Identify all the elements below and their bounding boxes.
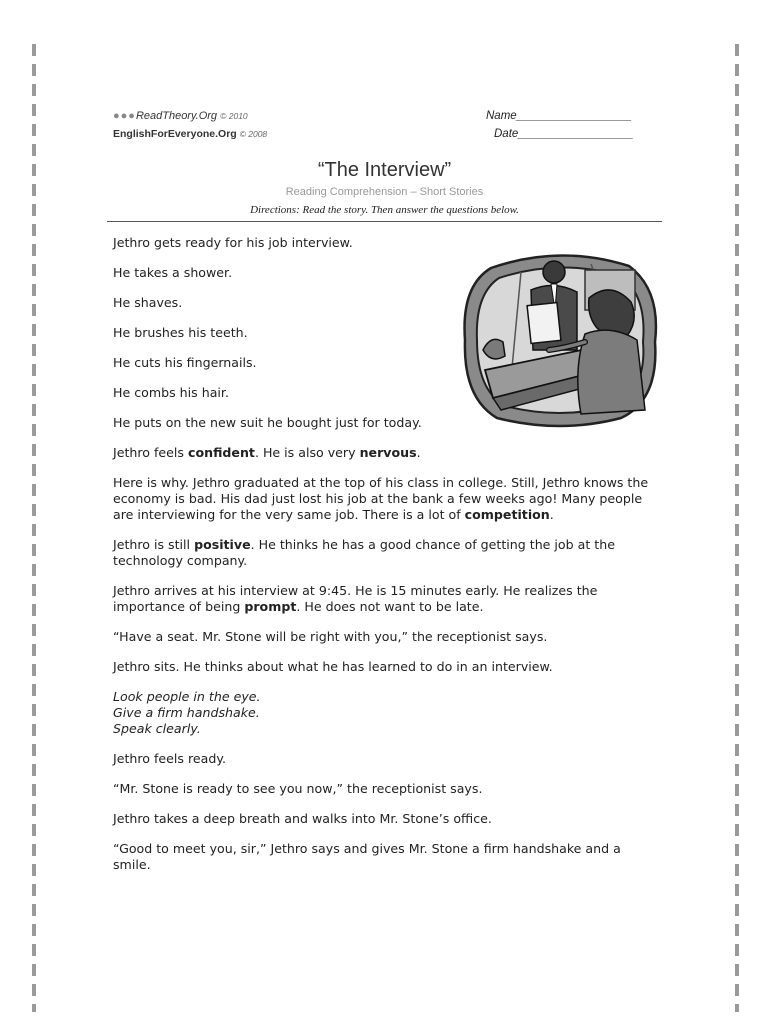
- story-paragraph: “Good to meet you, sir,” Jethro says and gives Mr. Stone a firm handshake and a smile.: [113, 841, 621, 872]
- vocab-word: nervous: [359, 445, 417, 460]
- story-paragraph: Jethro arrives at his interview at 9:45. He is 15 minutes early. He realizes the importance of being prompt. He does not want to be late.: [113, 583, 598, 614]
- story-paragraph: Jethro gets ready for his job interview.: [113, 235, 353, 250]
- interview-tips: [113, 689, 658, 737]
- story-paragraph: “Have a seat. Mr. Stone will be right with you,” the receptionist says.: [113, 629, 548, 644]
- header-divider: [107, 221, 662, 222]
- header-fields: [486, 110, 633, 146]
- name-field[interactable]: Name__________________: [486, 110, 632, 122]
- directions: Directions: Read the story. Then answer the questions below.: [250, 204, 519, 216]
- brand-readtheory: ReadTheory.Org: [135, 110, 218, 122]
- tip-item: Give a firm handshake.: [113, 705, 260, 720]
- tip-item: Speak clearly.: [113, 721, 201, 736]
- story-paragraph: He puts on the new suit he bought just for today.: [113, 415, 422, 430]
- brand-readtheory-year: © 2010: [220, 111, 248, 121]
- vocab-word: confident: [187, 445, 255, 460]
- page-subtitle: Reading Comprehension – Short Stories: [285, 186, 484, 198]
- story-paragraph: He combs his hair.: [113, 385, 229, 400]
- story-paragraph: “Mr. Stone is ready to see you now,” the receptionist says.: [113, 781, 483, 796]
- story-paragraph: He shaves.: [113, 295, 183, 310]
- story-body: [113, 235, 658, 887]
- binder-edge-right: [735, 44, 739, 1012]
- brand-dots-icon: ●●●: [113, 110, 136, 122]
- story-paragraph: He cuts his fingernails.: [113, 355, 257, 370]
- date-field[interactable]: Date__________________: [494, 128, 634, 140]
- vocab-word: competition: [464, 507, 550, 522]
- vocab-word: positive: [194, 537, 251, 552]
- story-paragraph: Here is why. Jethro graduated at the top of his class in college. Still, Jethro knows the economy is bad. His dad just lost his job at the bank a few weeks ago! Many people are interviewing for the very same job. There is a lot of competition.: [113, 475, 649, 522]
- story-paragraph: He brushes his teeth.: [113, 325, 248, 340]
- tip-item: Look people in the eye.: [113, 689, 261, 704]
- story-paragraph: Jethro sits. He thinks about what he has learned to do in an interview.: [113, 659, 553, 674]
- story-paragraph: Jethro takes a deep breath and walks into Mr. Stone’s office.: [113, 811, 492, 826]
- story-paragraph: He takes a shower.: [113, 265, 233, 280]
- story-paragraph: Jethro feels confident. He is also very nervous.: [113, 445, 421, 460]
- page-title: “The Interview”: [317, 159, 452, 181]
- brand-englishforeveryone-year: © 2008: [239, 129, 268, 139]
- header-branding: [113, 110, 267, 140]
- story-paragraph: Jethro feels ready.: [113, 751, 227, 766]
- vocab-word: prompt: [244, 599, 297, 614]
- story-paragraph: Jethro is still positive. He thinks he has a good chance of getting the job at the technology company.: [113, 537, 615, 568]
- binder-edge-left: [32, 44, 36, 1012]
- brand-englishforeveryone: EnglishForEveryone.Org: [113, 128, 237, 140]
